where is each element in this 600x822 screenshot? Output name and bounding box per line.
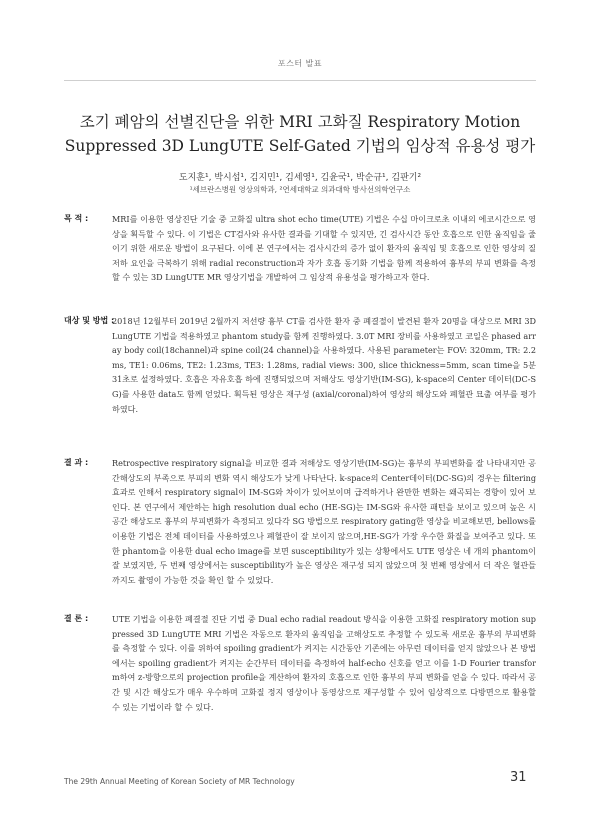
- page-number: 31: [510, 770, 527, 785]
- title-line-2: Suppressed 3D LungUTE Self-Gated 기법의 임상적 유용성 평가: [64, 137, 536, 155]
- section-label: 대상 및 방법 :: [64, 316, 115, 325]
- section-body: UTE 기법을 이용한 폐결절 진단 기법 중 Dual echo radial readout 방식을 이용한 고화질 respiratory motion suppressed 3D LungUTE MRI 기법은 자동으로 환자의 움직임을 고해상도로 추정할 수 있도록 새로운 흉부의 부피변화를 측정할 수 있다. 이를 위하여 spoiling gradient가 켜지는 시간동안 기존에는 아무런 데이터를 얻지 않았으나 본 방법에서는 spoiling gradient가 켜지는 순간부터 데이터를 측정하여 half-echo 신호를 얻고 이를 1-D Fourier transform하여 z-방향으로의 projection profile을 계산하여 환자의 호흡으로 인한 흉부의 부피 변화를 얻을 수 있다. 따라서 공간 및 시간 해상도가 매우 우수하며 고화질 정지 영상이나 동영상으로 재구성할 수 있어 임상적으로 다방면으로 활용할 수 있는 기법이라 할 수 있다.: [112, 614, 536, 712]
- section-body: MRI를 이용한 영상진단 기술 중 고화질 ultra shot echo time(UTE) 기법은 수십 마이크로초 이내의 에코시간으로 영상을 획득할 수 있다. 이 기법은 CT검사와 유사한 결과를 기대할 수 있지만, 긴 검사시간 동안 호흡으로 인한 움직임을 줄이기 위한 새로운 방법이 요구된다. 이에 본 연구에서는 검사시간의 증가 없이 환자의 움직임 및 호흡으로 인한 영상의 질 저하 요인을 극복하기 위해 radial reconstruction과 자가 호흡 동기화 기법을 함께 적용하여 흉부의 부피 변화를 측정할 수 있는 3D LungUTE MR 영상기법을 개발하여 그 임상적 유용성을 평가하고자 한다.: [112, 214, 536, 283]
- section-label: 결 과 :: [64, 458, 89, 467]
- section-results: [64, 456, 536, 587]
- section-label: 목 적 :: [64, 214, 89, 223]
- section-methods: [64, 314, 536, 416]
- section-body: Retrospective respiratory signal을 비교한 결과 저해상도 영상기반(IM-SG)는 흉부의 부피변화를 잘 나타내지만 공간해상도의 부족으로 부피의 변화 역시 해상도가 낮게 나타난다. k-space의 Center데이터(DC-SG)의 경우는 filtering 효과로 인해서 respiratory signal이 IM-SG와 차이가 있어보이며 급격하거나 완만한 변화는 왜곡되는 경향이 있어 보인다. 본 연구에서 제안하는 high resolution dual echo (HE-SG)는 IM-SG와 유사한 패턴을 보이고 있으며 높은 시공간 해상도로 흉부의 부피변화가 측정되고 있다각 SG 방법으로 respiratory gating한 영상을 비교해보면, bellows를 이용한 기법은 전체 데이터를 사용하였으나 폐혈관이 잘 보이지 않으며,HE-SG가 가장 우수한 화질을 보여주고 있다. 또한 phantom을 이용한 dual echo image를 보면 susceptibility가 있는 상황에서도 UTE 영상은 네 개의 phantom이 잘 보였지만, 두 번째 영상에서는 susceptibility가 높은 영상은 재구성 되지 않았으며 첫 번째 영상에서 더 작은 혈관들 까지도 촬영이 가능한 것을 확인 할 수 있었다.: [112, 458, 536, 585]
- running-header: 포스터 발표: [277, 59, 323, 68]
- section-conclusion: [64, 612, 536, 714]
- title-line-1: 조기 폐암의 선별진단을 위한 MRI 고화질 Respiratory Motion: [79, 113, 521, 131]
- header-divider: [64, 80, 536, 81]
- footer-meeting-name: The 29th Annual Meeting of Korean Society of MR Technology: [64, 777, 295, 786]
- section-label: 결 론 :: [64, 614, 89, 623]
- section-purpose: [64, 212, 536, 285]
- author-list: 도지훈¹, 박시섭¹, 김지민¹, 김세영¹, 김윤국¹, 박순규¹, 김판기²: [178, 173, 422, 183]
- section-body: 2018년 12월부터 2019년 2월까지 저선량 흉부 CT를 검사한 환자 중 폐결절이 발견된 환자 20명을 대상으로 MRI 3D LungUTE 기법을 적용하였고 phantom study를 함께 진행하였다. 3.0T MRI 장비를 사용하였고 코일은 phased array body coil(18channel)과 spine coil(24 channel)을 사용하였다. 사용된 parameter는 FOV: 320mm, TR: 2.2ms, TE1: 0.06ms, TE2: 1.23ms, TE3: 1.28ms, radial views: 300, slice thickness=5mm, scan time을 5분 31초로 설정하였다. 호흡은 자유호흡 하에 진행되었으며 저해상도 영상기반(IM-SG), k-space의 Center 데이터(DC-SG)를 사용한 data도 함께 얻었다. 획득된 영상은 재구성 (axial/coronal)하여 영상의 해상도와 폐혈관 묘출 여부를 평가하였다.: [112, 316, 536, 414]
- affiliations: ¹세브란스병원 영상의학과, ²연세대학교 의과대학 방사선의학연구소: [189, 185, 411, 194]
- paper-title: [40, 110, 560, 158]
